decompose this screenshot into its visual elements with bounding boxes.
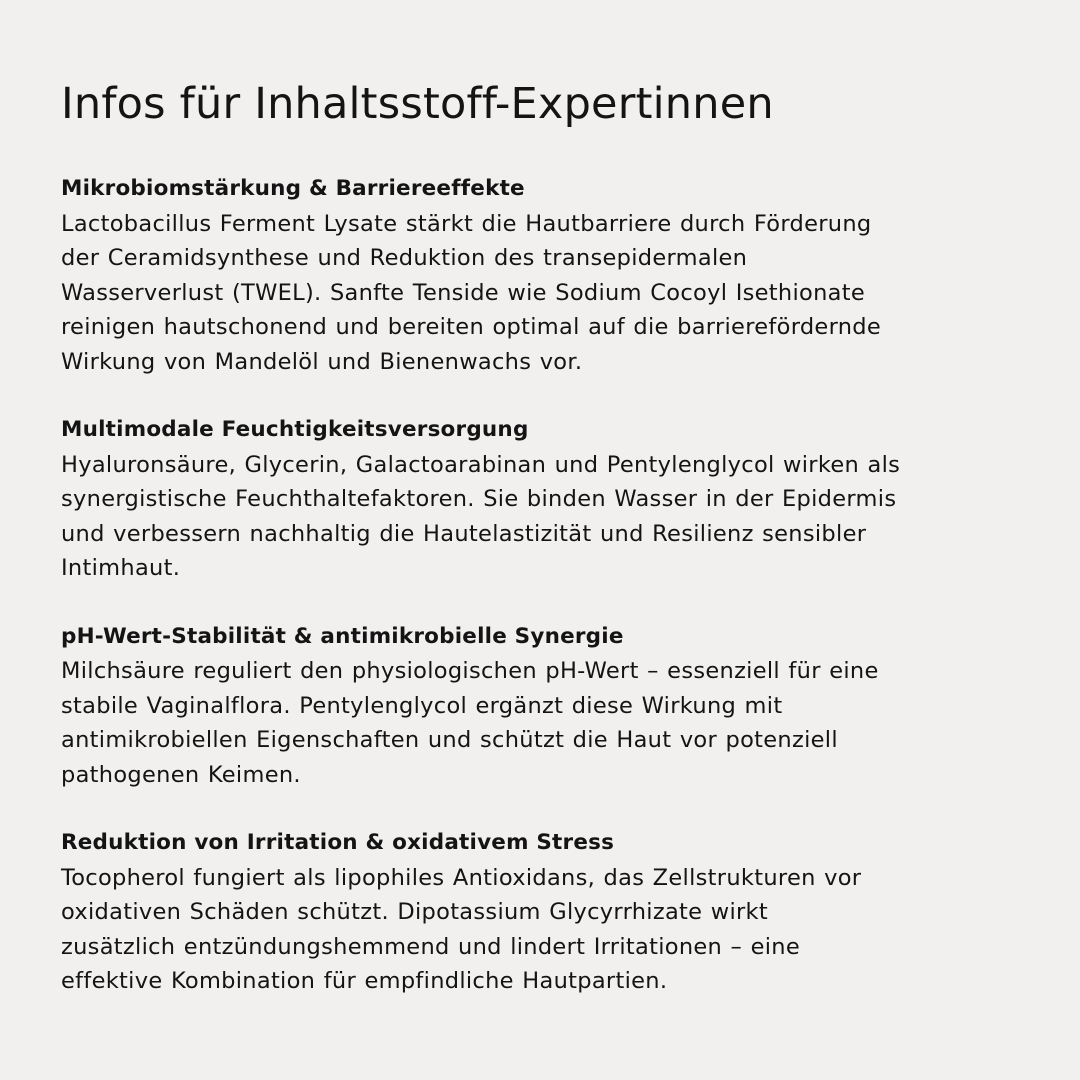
section-heading: Reduktion von Irritation & oxidativem Stress xyxy=(61,830,615,855)
sections-container xyxy=(61,172,1051,999)
section-irritation xyxy=(61,826,1051,999)
section-heading: Multimodale Feuchtigkeitsversorgung xyxy=(61,417,529,442)
info-page xyxy=(61,78,1051,1033)
section-body: Milchsäure reguliert den physiologischen pH-Wert – essenziell für eine stabile Vaginalflora. Pentylenglycol ergänzt diese Wirkung mit antimikrobiellen Eigenschaften und schützt die Haut vor potenziell pathogenen Keimen. xyxy=(61,658,879,788)
section-ph-stability xyxy=(61,620,1051,793)
section-heading: Mikrobiomstärkung & Barriereeffekte xyxy=(61,176,525,201)
page-title: Infos für Inhaltsstoff-Expertinnen xyxy=(61,79,774,129)
section-moisture xyxy=(61,413,1051,586)
section-body: Lactobacillus Ferment Lysate stärkt die Hautbarriere durch Förderung der Ceramidsynthese und Reduktion des transepidermalen Wasserverlust (TWEL). Sanfte Tenside wie Sodium Cocoyl Isethionate reinigen hautschonend und bereiten optimal auf die barrierefördernde Wirkung von Mandelöl und Bienenwachs vor. xyxy=(61,210,882,375)
section-microbiome xyxy=(61,172,1051,379)
section-heading: pH-Wert-Stabilität & antimikrobielle Synergie xyxy=(61,623,624,649)
section-body: Tocopherol fungiert als lipophiles Antioxidans, das Zellstrukturen vor oxidativen Schäden schützt. Dipotassium Glycyrrhizate wirkt zusätzlich entzündungshemmend und lindert Irritationen – eine effektive Kombination für empfindliche Hautpartien. xyxy=(61,864,862,994)
section-body: Hyaluronsäure, Glycerin, Galactoarabinan und Pentylenglycol wirken als synergistische Feuchthaltefaktoren. Sie binden Wasser in der Epidermis und verbessern nachhaltig die Hautelastizität und Resilienz sensibler Intimhaut. xyxy=(61,451,901,581)
